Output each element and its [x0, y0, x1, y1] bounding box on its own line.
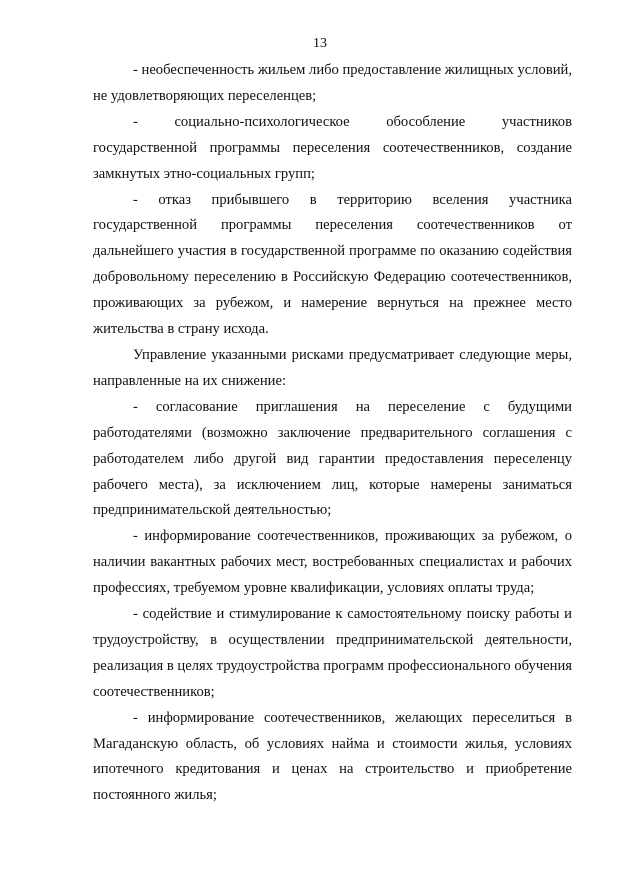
paragraph-employer-agreement: - согласование приглашения на переселение с будущими работодателями (возможно заключение предварительного соглашения с работодателем либо другой вид гарантии предоставления переселенцу рабочего места), за исключением лиц, которые намерены заниматься предпринимательской деятельностью;	[93, 398, 572, 519]
paragraph-housing-risk: - необеспеченность жильем либо предоставление жилищных условий, не удовлетворяющих переселенцев;	[93, 62, 572, 104]
paragraph-refusal-risk: - отказ прибывшего в территорию вселения участника государственной программы переселения соотечественников от дальнейшего участия в государственной программе по оказанию содействия добровольному переселению в Российскую Федерацию соотечественников, проживающих за рубежом, и намерение вернуться на прежнее место жительства в страну исхода.	[93, 191, 572, 338]
page-number: 13	[313, 36, 327, 51]
paragraph-risk-management-intro: Управление указанными рисками предусматривает следующие меры, направленные на их снижение:	[93, 346, 572, 389]
paragraph-job-search-support: - содействие и стимулирование к самостоятельному поиску работы и трудоустройству, в осуществлении предпринимательской деятельности, реализация в целях трудоустройства программ профессионального обучения соотечественников;	[93, 606, 572, 700]
document-body	[93, 58, 572, 809]
paragraph-isolation-risk: - социально-психологическое обособление участников государственной программы переселения соотечественников, создание замкнутых этно-социальных групп;	[93, 113, 572, 182]
paragraph-vacancy-info: - информирование соотечественников, проживающих за рубежом, о наличии вакантных рабочих мест, востребованных специалистах и рабочих профессиях, требуемом уровне квалификации, условиях оплаты труда;	[93, 528, 572, 597]
paragraph-housing-info: - информирование соотечественников, желающих переселиться в Магаданскую область, об условиях найма и стоимости жилья, условиях ипотечного кредитования и ценах на строительство и приобретение постоянного жилья;	[93, 709, 572, 804]
